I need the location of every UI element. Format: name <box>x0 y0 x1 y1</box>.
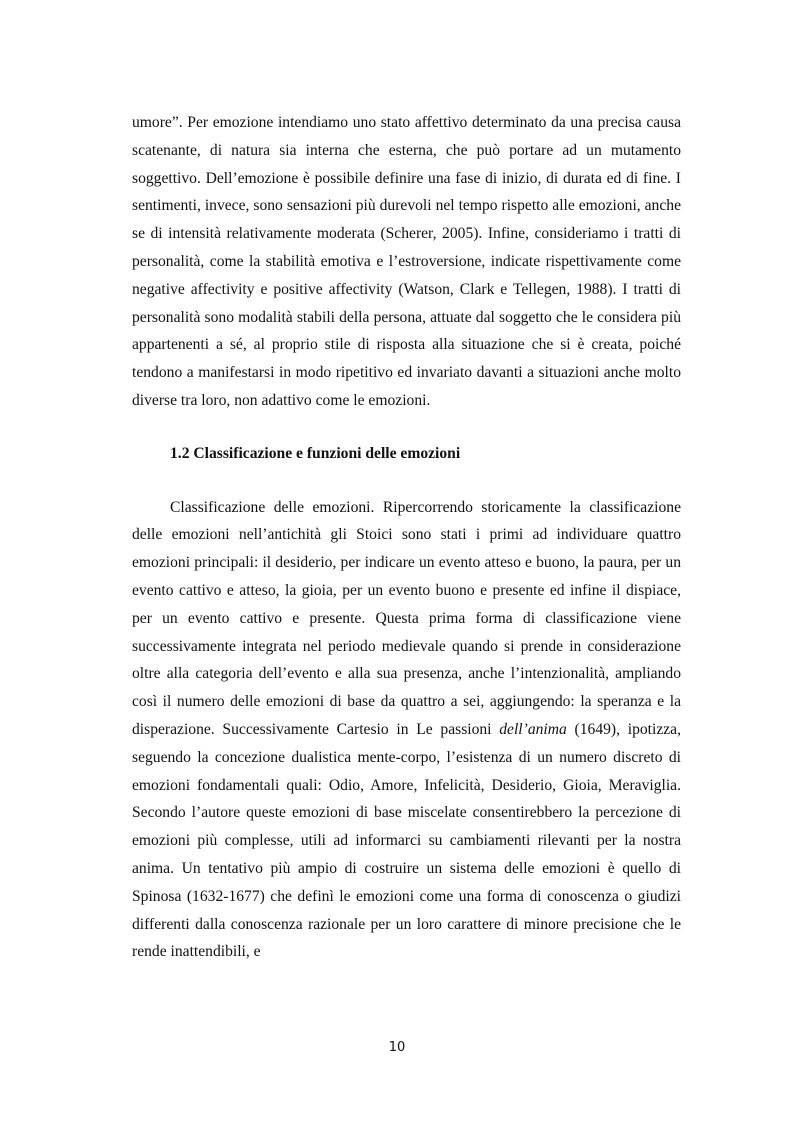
paragraph-text-part-2: (1649), ipotizza, seguendo la concezione dualistica mente-corpo, l’esistenza di un numero discreto di emozioni fondamentali quali: Odio, Amore, Infelicità, Desiderio, Gioia, Meraviglia. Secondo l’autore queste emozioni di base miscelate consentirebbero la percezione di emozioni più complesse, utili ad informarci su cambiamenti rilevanti per la nostra anima. Un tentativo più ampio di costruire un sistema delle emozioni è quello di Spinosa (1632-1677) che definì le emozioni come una forma di conoscenza o giudizi differenti dalla conoscenza razionale per un loro carattere di minore precisione che le rende inattendibili, e <box>132 720 681 961</box>
page-body <box>132 109 681 966</box>
section-heading: 1.2 Classificazione e funzioni delle emozioni <box>170 444 461 462</box>
paragraph-classification <box>132 494 681 967</box>
paragraph-continuation: umore”. Per emozione intendiamo uno stato affettivo determinato da una precisa causa scatenante, di natura sia interna che esterna, che può portare ad un mutamento soggettivo. Dell’emozione è possibile definire una fase di inizio, di durata ed di fine. I sentimenti, invece, sono sensazioni più durevoli nel tempo rispetto alle emozioni, anche se di intensità relativamente moderata (Scherer, 2005). Infine, consideriamo i tratti di personalità, come la stabilità emotiva e l’estroversione, indicate rispettivamente come negative affectivity e positive affectivity (Watson, Clark e Tellegen, 1988). I tratti di personalità sono modalità stabili della persona, attuate dal soggetto che le considera più appartenenti a sé, al proprio stile di risposta alla situazione che si è creata, poiché tendono a manifestarsi in modo ripetitivo ed invariato davanti a situazioni anche molto diverse tra loro, non adattivo come le emozioni. <box>132 114 681 409</box>
page-number: 10 <box>388 1040 406 1055</box>
paragraph-text-part-1: Classificazione delle emozioni. Ripercorrendo storicamente la classificazione delle emozioni nell’antichità gli Stoici sono stati i primi ad individuare quattro emozioni principali: il desiderio, per indicare un evento atteso e buono, la paura, per un evento cattivo e atteso, la gioia, per un evento buono e presente ed infine il dispiace, per un evento cattivo e presente. Questa prima forma di classificazione viene successivamente integrata nel periodo medievale quando si prende in considerazione oltre alla categoria dell’evento e alla sua presenza, anche l’intenzionalità, ampliando così il numero delle emozioni di base da quattro a sei, aggiungendo: la speranza e la disperazione. Successivamente Cartesio in Le passioni <box>132 498 681 738</box>
italic-title-fragment: dell’anima <box>499 720 567 738</box>
